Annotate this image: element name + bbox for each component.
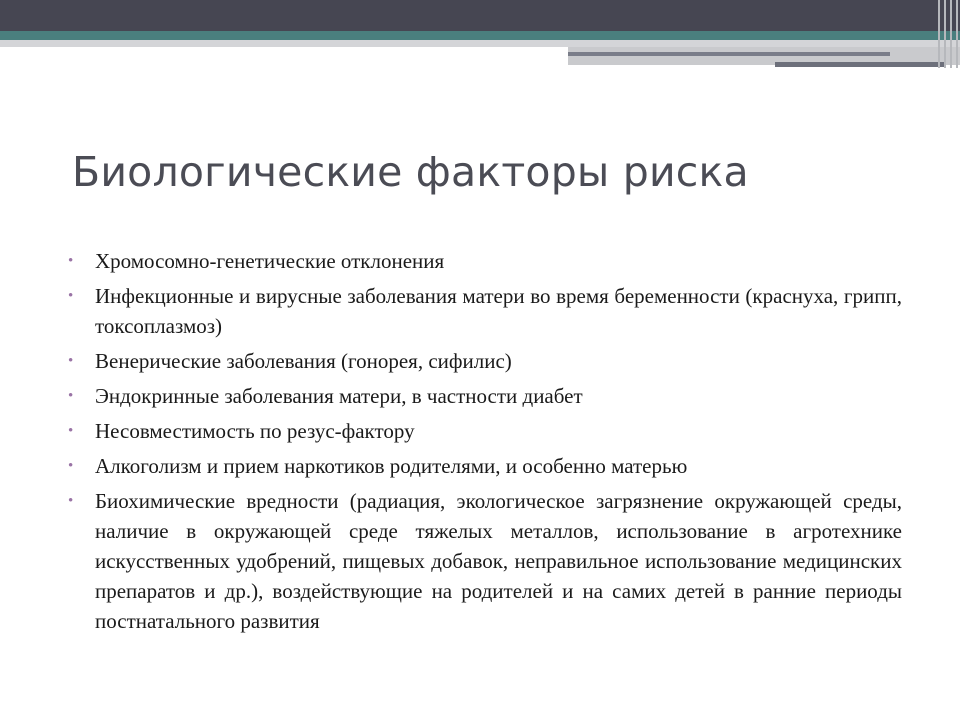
header-line-right-lower — [775, 62, 945, 67]
bullet-item — [68, 281, 902, 341]
bullet-item — [68, 381, 902, 411]
bullet-text: Алкоголизм и прием наркотиков родителями, и особенно матерью — [95, 454, 688, 478]
corner-stripes-decoration — [934, 0, 960, 68]
bullet-item — [68, 451, 902, 481]
bullet-dot-icon: • — [68, 423, 74, 439]
bullet-dot-icon: • — [68, 493, 74, 509]
bullet-list — [68, 246, 902, 641]
header-line-right — [568, 52, 890, 56]
header-band-teal — [0, 31, 960, 40]
bullet-text: Эндокринные заболевания матери, в частности диабет — [95, 384, 583, 408]
bullet-text: Биохимические вредности (радиация, экологическое загрязнение окружающей среды, наличие в окружающей среде тяжелых металлов, использование в агротехнике искусственных удобрений, пищевых добавок, неправильное использование медицинских препаратов и др.), воздействующие на родителей и на самих детей в ранние периоды постнатального развития — [95, 489, 902, 633]
bullet-dot-icon: • — [68, 353, 74, 369]
bullet-item — [68, 346, 902, 376]
bullet-dot-icon: • — [68, 288, 74, 304]
bullet-text: Венерические заболевания (гонорея, сифилис) — [95, 349, 512, 373]
bullet-text: Несовместимость по резус-фактору — [95, 419, 415, 443]
bullet-item — [68, 416, 902, 446]
bullet-dot-icon: • — [68, 253, 74, 269]
bullet-text: Хромосомно-генетические отклонения — [95, 249, 445, 273]
bullet-text: Инфекционные и вирусные заболевания матери во время беременности (краснуха, грипп, токсоплазмоз) — [95, 284, 902, 338]
header-band-light — [0, 40, 960, 47]
bullet-dot-icon: • — [68, 458, 74, 474]
bullet-item — [68, 486, 902, 636]
bullet-item — [68, 246, 902, 276]
bullet-dot-icon: • — [68, 388, 74, 404]
slide-title: Биологические факторы риска — [72, 148, 749, 196]
header-band-dark — [0, 0, 960, 31]
